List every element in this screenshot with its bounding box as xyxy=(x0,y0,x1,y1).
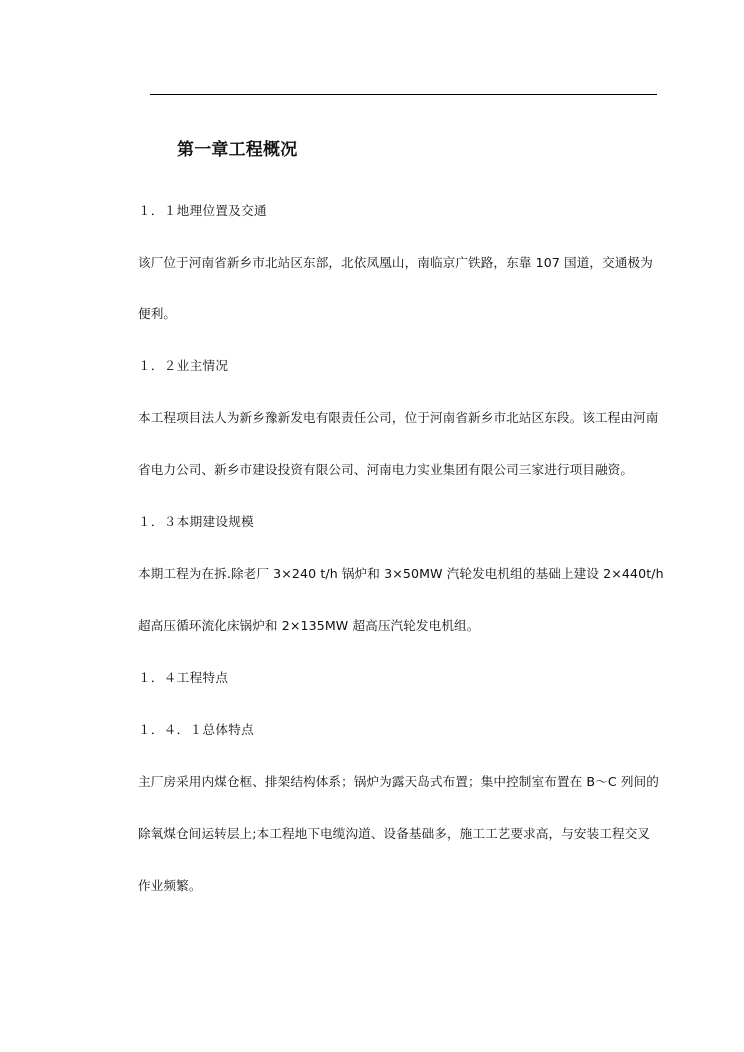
paragraph-line: 本期工程为在拆.除老厂 3×240 t/h 锅炉和 3×50MW 汽轮发电机组的基础上建设 2×440t/h xyxy=(138,566,664,581)
header-rule xyxy=(150,94,657,95)
section-heading-1-2: １．２业主情况 xyxy=(138,358,229,373)
paragraph-line: 本工程项目法人为新乡豫新发电有限责任公司，位于河南省新乡市北站区东段。该工程由河南 xyxy=(138,410,659,425)
chapter-title: 第一章工程概况 xyxy=(177,140,298,160)
paragraph-line: 省电力公司、新乡市建设投资有限公司、河南电力实业集团有限公司三家进行项目融资。 xyxy=(138,462,634,477)
paragraph-line: 该厂位于河南省新乡市北站区东部，北依凤凰山，南临京广铁路，东靠 107 国道，交通极为 xyxy=(138,255,653,270)
paragraph-line: 便利。 xyxy=(138,306,177,321)
section-heading-1-3: １．３本期建设规模 xyxy=(138,514,255,529)
paragraph-line: 超高压循环流化床锅炉和 2×135MW 超高压汽轮发电机组。 xyxy=(138,618,480,633)
paragraph-line: 作业频繁。 xyxy=(138,878,202,893)
section-heading-1-4-1: １．４．１总体特点 xyxy=(138,722,255,737)
paragraph-line: 除氧煤仓间运转层上;本工程地下电缆沟道、设备基础多，施工工艺要求高，与安装工程交叉 xyxy=(138,826,651,841)
paragraph-line: 主厂房采用内煤仓框、排架结构体系；锅炉为露天岛式布置；集中控制室布置在 B～C 列间的 xyxy=(138,774,659,789)
section-heading-1-1: １．１地理位置及交通 xyxy=(138,203,267,218)
section-heading-1-4: １．４工程特点 xyxy=(138,670,229,685)
